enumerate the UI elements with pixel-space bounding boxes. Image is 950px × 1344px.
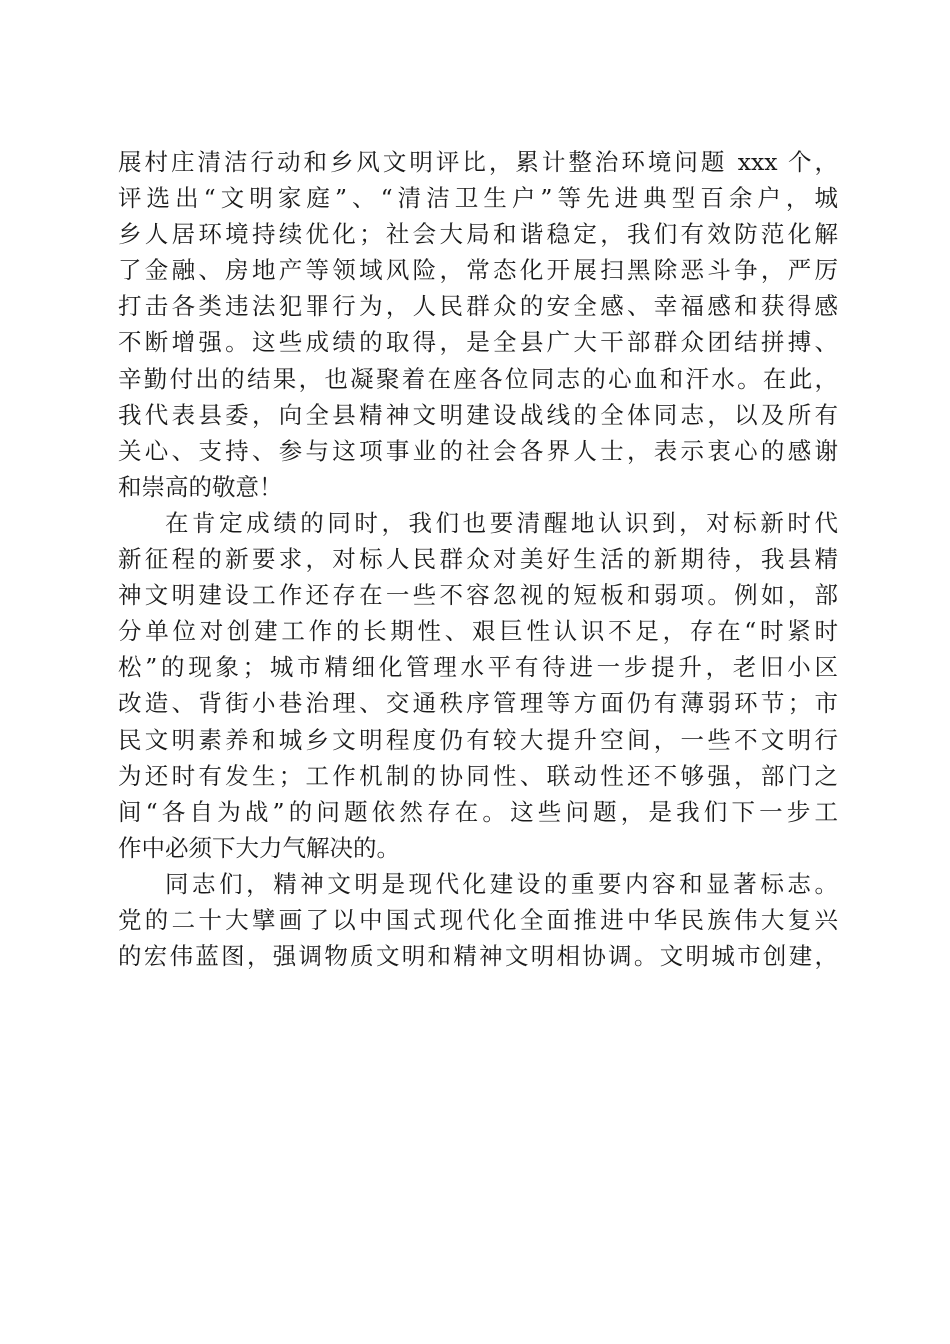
text-line: 乡人居环境持续优化；社会大局和谐稳定，我们有效防范化解	[118, 220, 838, 249]
text-line: 党的二十大擘画了以中国式现代化全面推进中华民族伟大复兴	[118, 905, 838, 934]
text-line: 打击各类违法犯罪行为，人民群众的安全感、幸福感和获得感	[118, 292, 838, 321]
text-line: 分单位对创建工作的长期性、艰巨性认识不足，存在“时紧时	[118, 617, 838, 646]
text-line: 展村庄清洁行动和乡风文明评比，累计整治环境问题 xxx 个，	[118, 148, 838, 176]
text-line: 间“各自为战”的问题依然存在。这些问题，是我们下一步工	[118, 797, 838, 826]
text-line: 神文明建设工作还存在一些不容忽视的短板和弱项。例如，部	[118, 581, 838, 610]
text-line: 作中必须下大力气解决的。	[118, 833, 400, 862]
text-line: 的宏伟蓝图，强调物质文明和精神文明相协调。文明城市创建，	[118, 942, 838, 971]
paragraph	[118, 866, 838, 974]
text-line: 关心、支持、参与这项事业的社会各界人士，表示衷心的感谢	[118, 436, 838, 465]
text-line: 松”的现象；城市精细化管理水平有待进一步提升，老旧小区	[118, 653, 838, 682]
text-line: 同志们，精神文明是现代化建设的重要内容和显著标志。	[165, 869, 838, 898]
text-line: 不断增强。这些成绩的取得，是全县广大干部群众团结拼搏、	[118, 328, 838, 357]
body-text	[118, 144, 838, 974]
text-line: 新征程的新要求，对标人民群众对美好生活的新期待，我县精	[118, 545, 838, 574]
text-line: 和崇高的敬意！	[118, 472, 283, 501]
text-line: 民文明素养和城乡文明程度仍有较大提升空间，一些不文明行	[118, 725, 838, 754]
text-line: 我代表县委，向全县精神文明建设战线的全体同志，以及所有	[118, 400, 838, 429]
paragraph	[118, 144, 838, 505]
text-line: 评选出“文明家庭”、“清洁卫生户”等先进典型百余户，城	[118, 184, 838, 213]
paragraph	[118, 505, 838, 866]
text-line: 改造、背街小巷治理、交通秩序管理等方面仍有薄弱环节；市	[118, 689, 838, 718]
text-line: 在肯定成绩的同时，我们也要清醒地认识到，对标新时代	[165, 508, 838, 537]
text-line: 为还时有发生；工作机制的协同性、联动性还不够强，部门之	[118, 761, 838, 790]
text-line: 了金融、房地产等领域风险，常态化开展扫黑除恶斗争，严厉	[118, 256, 838, 285]
text-line: 辛勤付出的结果，也凝聚着在座各位同志的心血和汗水。在此，	[118, 364, 838, 393]
